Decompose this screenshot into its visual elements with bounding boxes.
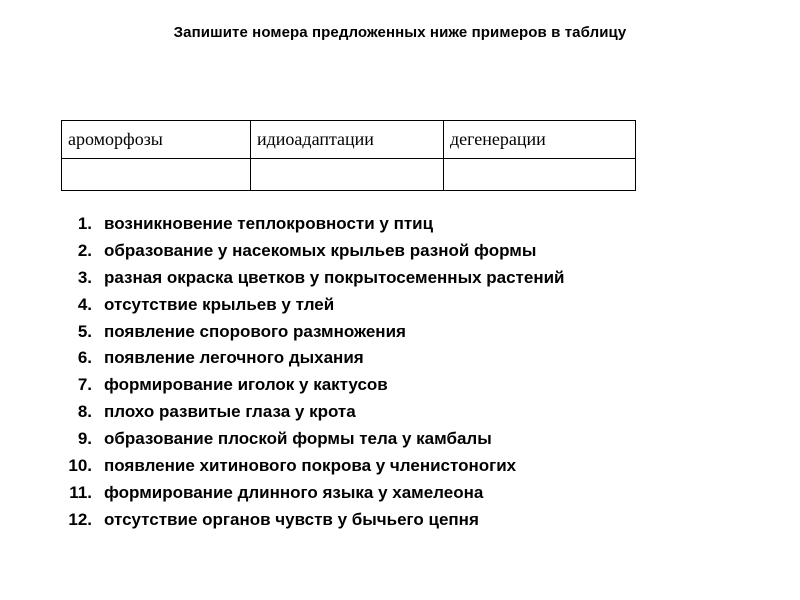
item-number: 7.: [77, 375, 92, 395]
list-item: [58, 345, 565, 372]
item-text: появление легочного дыхания: [104, 348, 364, 368]
header-degenerations: дегенерации: [444, 121, 636, 159]
item-text: появление хитинового покрова у членистоногих: [104, 456, 517, 476]
list-item: [58, 319, 565, 346]
header-aromorphoses: ароморфозы: [62, 121, 251, 159]
item-number: 2.: [77, 240, 92, 260]
page-title: Запишите номера предложенных ниже примеров в таблицу: [173, 24, 627, 41]
item-text: появление спорового размножения: [104, 321, 406, 341]
item-number: 6.: [77, 348, 92, 368]
item-text: образование у насекомых крыльев разной формы: [104, 240, 537, 260]
classification-table: [61, 120, 636, 191]
list-item: [58, 480, 565, 507]
list-item: [58, 211, 565, 238]
list-item: [58, 238, 565, 265]
list-item: [58, 426, 565, 453]
item-text: отсутствие крыльев у тлей: [104, 294, 335, 314]
item-number: 12.: [68, 509, 92, 529]
item-number: 9.: [77, 429, 92, 449]
answer-cell-idioadaptations[interactable]: [251, 159, 444, 191]
item-number: 1.: [77, 214, 92, 233]
list-item: [58, 292, 565, 319]
list-item: [58, 372, 565, 399]
list-item: [58, 507, 565, 534]
item-text: возникновение теплокровности у птиц: [104, 214, 434, 233]
item-number: 8.: [77, 402, 92, 422]
list-item: [58, 399, 565, 426]
item-text: образование плоской формы тела у камбалы: [104, 429, 492, 449]
item-text: отсутствие органов чувств у бычьего цепня: [104, 509, 479, 529]
examples-list: [58, 211, 565, 534]
answer-cell-aromorphoses[interactable]: [62, 159, 251, 191]
item-number: 5.: [77, 321, 92, 341]
answer-cell-degenerations[interactable]: [444, 159, 636, 191]
item-text: формирование иголок у кактусов: [104, 375, 388, 395]
item-number: 11.: [69, 482, 92, 502]
header-idioadaptations: идиоадаптации: [251, 121, 444, 159]
item-text: разная окраска цветков у покрытосеменных растений: [104, 267, 565, 287]
list-item: [58, 265, 565, 292]
item-number: 4.: [77, 294, 92, 314]
table-header-row: [62, 121, 636, 159]
item-text: формирование длинного языка у хамелеона: [104, 482, 484, 502]
table-answer-row: [62, 159, 636, 191]
item-text: плохо развитые глаза у крота: [104, 402, 356, 422]
item-number: 3.: [77, 267, 92, 287]
list-item: [58, 453, 565, 480]
item-number: 10.: [68, 456, 92, 476]
